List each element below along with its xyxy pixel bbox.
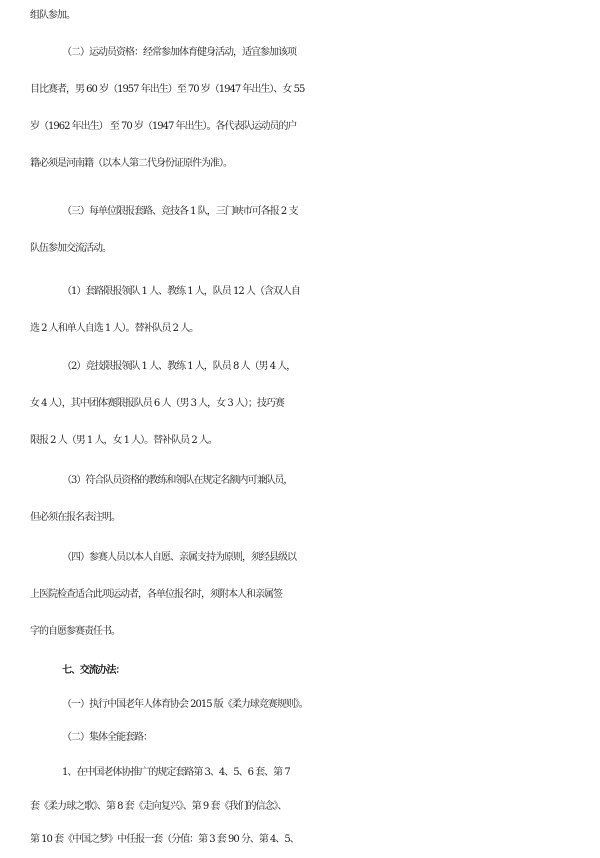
text-line-5: 籍必须是河南籍（以本人第二代身份证原件为准）。 — [30, 158, 232, 169]
text-line-2: （二）运动员资格：经常参加体育健身活动，适宜参加该项 — [62, 47, 296, 58]
text-line-22: 套《柔力球之歌》、第 8 套《走向复兴》、第 9 套《我们的信念》、 — [30, 801, 287, 812]
text-line-7: 队伍参加交流活动。 — [30, 243, 111, 254]
text-line-1: 组队参加。 — [30, 10, 75, 21]
text-line-4: 岁（1962 年出生） 至 70 岁（1947 年出生）。各代表队运动员的户 — [30, 121, 297, 132]
text-line-16: 上医院检查适合此项运动者，各单位报名时，须附本人和亲属签 — [30, 589, 282, 600]
text-line-3: 目比赛者，男 60 岁（1957 年出生）至 70 岁（1947 年出生）、女 55 — [30, 84, 305, 95]
text-line-6: （三）每单位限报套路、竞技各 1 队，三门峡市可各报 2 支 — [62, 206, 298, 217]
text-line-14: 但必须在报名表注明。 — [30, 512, 120, 523]
text-line-20: （二）集体全能套路： — [62, 732, 152, 743]
text-line-11: 女 4 人），其中团体赛限报队员 6 人（男 3 人，女 3 人）；技巧赛 — [30, 398, 284, 409]
text-line-23: 第 10 套《中国之梦》中任报一套（分值：第 3 套 90 分、第 4、5、 — [30, 834, 299, 845]
text-line-19: （一）执行中国老年人体育协会 2015 版《柔力球竞赛规则》。 — [62, 699, 308, 710]
section-heading: 七、交流办法： — [62, 665, 125, 676]
text-line-15: （四）参赛人员以本人自愿、亲属支持为原则，须经县级以 — [62, 552, 296, 563]
text-line-9: 选 2 人和单人自选 1 人）。替补队员 2 人。 — [30, 323, 199, 334]
text-line-21: 1、在中国老体协推广的规定套路第 3、4、5、6 套、第 7 — [62, 767, 290, 778]
text-line-17: 字的自愿参赛责任书。 — [30, 626, 120, 637]
text-line-8: （1）套路限报领队 1 人、教练 1 人，队员 12 人（含双人自 — [62, 286, 300, 297]
text-line-12: 限报 2 人（男 1 人，女 1 人）。替补队员 2 人。 — [30, 435, 217, 446]
text-line-13: （3）符合队员资格的教练和领队在规定名额内可兼队员， — [62, 475, 293, 486]
text-line-10: （2）竞技限报领队 1 人、教练 1 人，队员 8 人（男 4 人， — [62, 361, 296, 372]
